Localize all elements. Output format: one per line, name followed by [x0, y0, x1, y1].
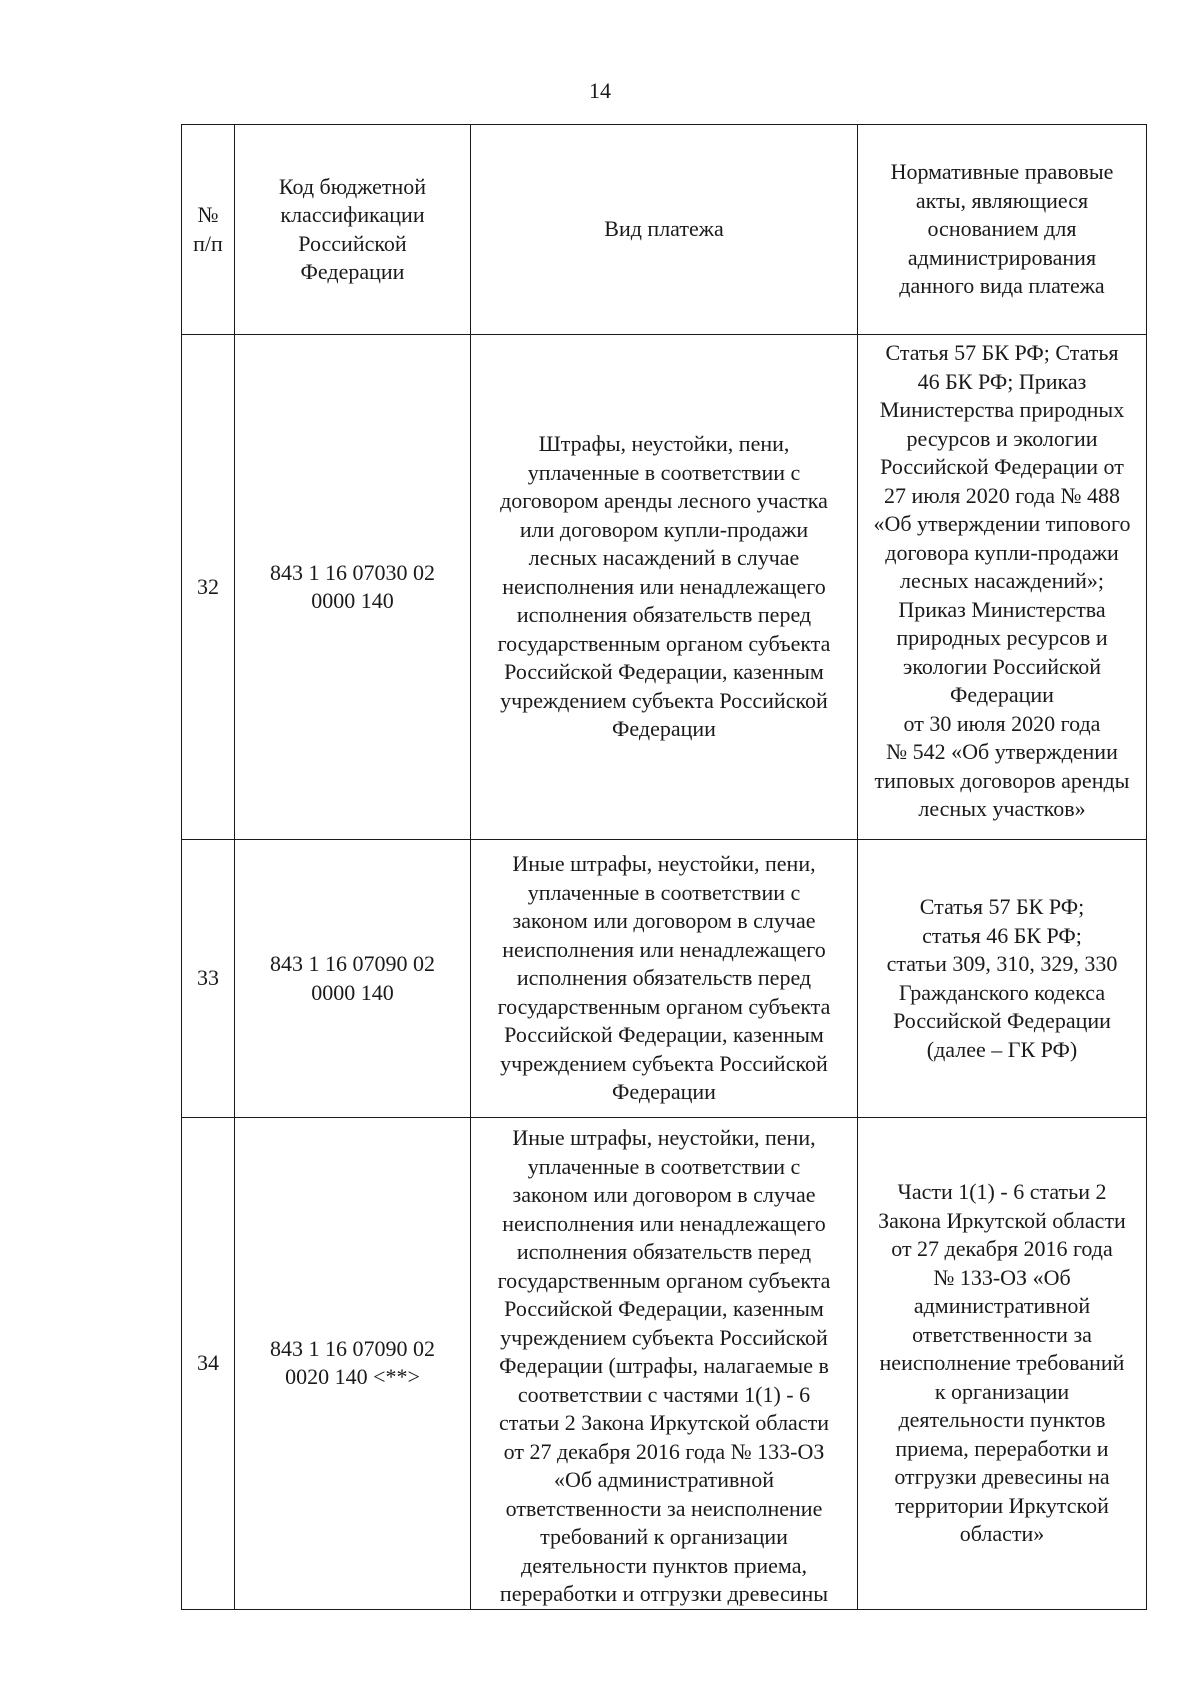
row-num: 33 — [182, 840, 235, 1118]
row-acts: Части 1(1) - 6 статьи 2 Закона Иркутской области от 27 декабря 2016 года № 133-ОЗ «Об административной ответственности за неисполнение требований к организации деятельности пунктов приема, переработки и отгрузки древесины на территории Иркутской области» — [858, 1118, 1147, 1610]
row-acts: Статья 57 БК РФ; статья 46 БК РФ; статьи 309, 310, 329, 330 Гражданского кодекса Российской Федерации (далее – ГК РФ) — [858, 840, 1147, 1118]
page-number: 14 — [589, 78, 611, 103]
row-payment: Иные штрафы, неустойки, пени, уплаченные в соответствии с законом или договором в случае неисполнения или ненадлежащего исполнения обязательств перед государственным органом субъекта Российской Федерации, казенным учреждением субъекта Российской Федерации — [471, 840, 858, 1118]
row-code: 843 1 16 07090 02 0000 140 — [235, 840, 471, 1118]
row-num: 32 — [182, 335, 235, 840]
table-header-row — [182, 125, 1147, 335]
header-acts: Нормативные правовые акты, являющиеся основанием для администрирования данного вида платежа — [858, 125, 1147, 335]
table-row — [182, 335, 1147, 840]
table-row — [182, 1118, 1147, 1610]
row-code: 843 1 16 07090 02 0020 140 <**> — [235, 1118, 471, 1610]
header-code: Код бюджетной классификации Российской Федерации — [235, 125, 471, 335]
header-num: № п/п — [182, 125, 235, 335]
header-payment: Вид платежа — [471, 125, 858, 335]
row-payment: Иные штрафы, неустойки, пени, уплаченные в соответствии с законом или договором в случае неисполнения или ненадлежащего исполнения обязательств перед государственным органом субъекта Российской Федерации, казенным учреждением субъекта Российской Федерации (штрафы, налагаемые в соответствии с частями 1(1) - 6 статьи 2 Закона Иркутской области от 27 декабря 2016 года № 133-ОЗ «Об административной ответственности за неисполнение требований к организации деятельности пунктов приема, переработки и отгрузки древесины — [471, 1118, 858, 1610]
table-row — [182, 840, 1147, 1118]
row-num: 34 — [182, 1118, 235, 1610]
budget-classification-table — [181, 124, 1147, 1610]
row-acts: Статья 57 БК РФ; Статья 46 БК РФ; Приказ Министерства природных ресурсов и экологии Российской Федерации от 27 июля 2020 года № 488 «Об утверждении типового договора купли-продажи лесных насаждений»; Приказ Министерства природных ресурсов и экологии Российской Федерации от 30 июля 2020 года № 542 «Об утверждении типовых договоров аренды лесных участков» — [858, 335, 1147, 840]
row-code: 843 1 16 07030 02 0000 140 — [235, 335, 471, 840]
row-payment: Штрафы, неустойки, пени, уплаченные в соответствии с договором аренды лесного участка или договором купли-продажи лесных насаждений в случае неисполнения или ненадлежащего исполнения обязательств перед государственным органом субъекта Российской Федерации, казенным учреждением субъекта Российской Федерации — [471, 335, 858, 840]
